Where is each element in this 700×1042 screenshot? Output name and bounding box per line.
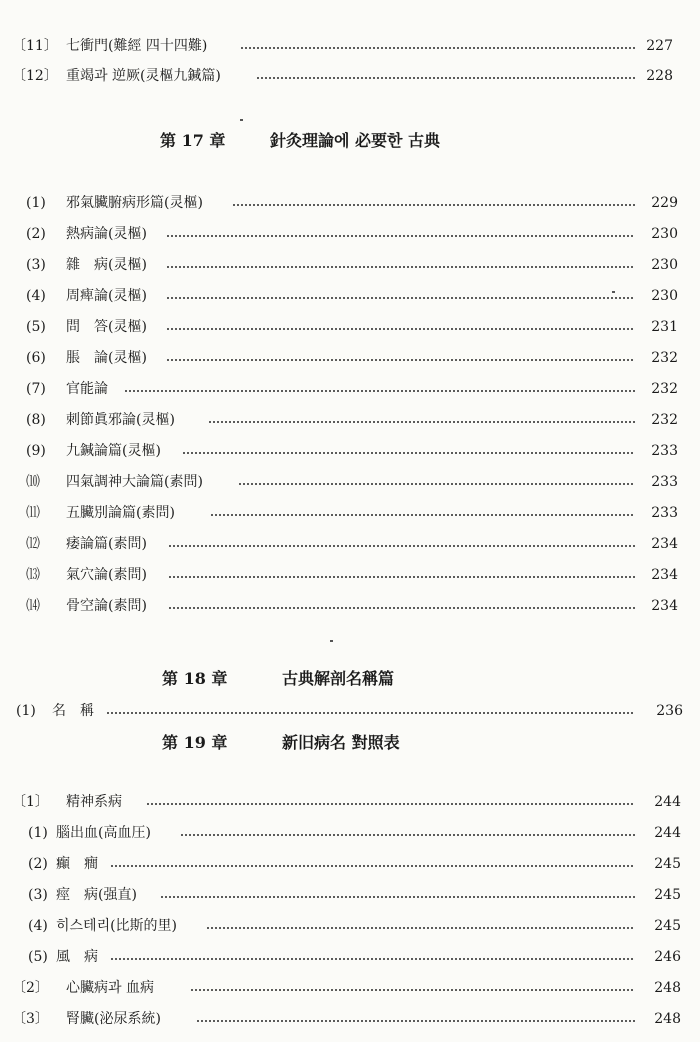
entry-title: 히스테리(比斯的里) bbox=[56, 918, 178, 934]
chapter-heading bbox=[0, 126, 700, 156]
entry-page: 232 bbox=[651, 350, 678, 366]
entry-page: 245 bbox=[654, 856, 681, 872]
entry-title: 名 稱 bbox=[52, 703, 94, 719]
entry-page: 245 bbox=[654, 918, 681, 934]
entry-number: (8) bbox=[26, 412, 46, 428]
toc-entry bbox=[0, 819, 700, 847]
toc-entry bbox=[0, 974, 700, 1002]
chapter-heading bbox=[0, 728, 700, 758]
dot-leader bbox=[180, 834, 635, 836]
entry-title: 周痺論(灵樞) bbox=[66, 288, 147, 304]
entry-title: 重竭과 逆厥(灵樞九鍼篇) bbox=[66, 68, 221, 84]
entry-title: 刺節眞邪論(灵樞) bbox=[66, 412, 175, 428]
entry-page: 236 bbox=[656, 703, 683, 719]
toc-entry bbox=[0, 943, 700, 971]
toc-entry bbox=[0, 62, 700, 90]
toc-entry bbox=[0, 251, 700, 279]
entry-number: 〔12〕 bbox=[12, 68, 58, 84]
entry-page: 248 bbox=[654, 1011, 681, 1027]
entry-page: 248 bbox=[654, 980, 681, 996]
dot-leader bbox=[166, 359, 635, 361]
dot-leader bbox=[208, 421, 635, 423]
entry-title: 五臟別論篇(素問) bbox=[66, 505, 175, 521]
entry-page: 246 bbox=[654, 949, 681, 965]
entry-title: 風 病 bbox=[56, 949, 98, 965]
entry-number: ⑿ bbox=[26, 536, 40, 552]
dot-leader bbox=[206, 927, 635, 929]
entry-title: 熱病論(灵樞) bbox=[66, 226, 147, 242]
dot-leader bbox=[210, 514, 635, 516]
entry-page: 231 bbox=[651, 319, 678, 335]
entry-number: (6) bbox=[26, 350, 46, 366]
dot-leader bbox=[110, 865, 635, 867]
entry-title: 腦出血(高血圧) bbox=[56, 825, 151, 841]
print-speck bbox=[240, 119, 243, 121]
toc-entry bbox=[0, 1005, 700, 1033]
chapter-number: 第 17 章 bbox=[160, 131, 226, 150]
entry-number: ⒁ bbox=[26, 598, 40, 614]
dot-leader bbox=[166, 328, 635, 330]
dot-leader bbox=[106, 712, 635, 714]
toc-entry bbox=[0, 220, 700, 248]
dot-leader bbox=[124, 390, 635, 392]
dot-leader bbox=[168, 545, 635, 547]
entry-page: 232 bbox=[651, 412, 678, 428]
entry-number: (5) bbox=[28, 949, 48, 965]
entry-title: 痿論篇(素問) bbox=[66, 536, 147, 552]
toc-entry bbox=[0, 912, 700, 940]
dot-leader bbox=[146, 803, 635, 805]
dot-leader bbox=[240, 47, 635, 49]
entry-title: 邪氣臟腑病形篇(灵樞) bbox=[66, 195, 203, 211]
entry-number: (3) bbox=[26, 257, 46, 273]
entry-title: 四氣調神大論篇(素問) bbox=[66, 474, 203, 490]
print-speck bbox=[612, 291, 615, 293]
toc-entry bbox=[0, 881, 700, 909]
entry-title: 雜 病(灵樞) bbox=[66, 257, 147, 273]
chapter-number: 第 18 章 bbox=[162, 669, 228, 688]
entry-page: 229 bbox=[651, 195, 678, 211]
toc-entry bbox=[0, 468, 700, 496]
dot-leader bbox=[166, 266, 635, 268]
entry-number: (1) bbox=[26, 195, 46, 211]
toc-entry bbox=[0, 850, 700, 878]
entry-title: 心臟病과 血病 bbox=[66, 980, 154, 996]
entry-number: (4) bbox=[26, 288, 46, 304]
dot-leader bbox=[110, 958, 635, 960]
print-speck bbox=[330, 640, 333, 642]
dot-leader bbox=[160, 896, 635, 898]
entry-page: 233 bbox=[651, 505, 678, 521]
entry-page: 234 bbox=[651, 536, 678, 552]
dot-leader bbox=[196, 1020, 635, 1022]
toc-entry bbox=[0, 406, 700, 434]
toc-entry bbox=[0, 375, 700, 403]
entry-title: 氣穴論(素問) bbox=[66, 567, 147, 583]
entry-number: ⑾ bbox=[26, 505, 40, 521]
dot-leader bbox=[168, 576, 635, 578]
entry-title: 脹 論(灵樞) bbox=[66, 350, 147, 366]
entry-page: 234 bbox=[651, 598, 678, 614]
entry-page: 228 bbox=[646, 68, 673, 84]
entry-title: 精神系病 bbox=[66, 794, 122, 810]
toc-entry bbox=[0, 697, 700, 725]
toc-entry bbox=[0, 499, 700, 527]
entry-title: 骨空論(素問) bbox=[66, 598, 147, 614]
entry-title: 問 答(灵樞) bbox=[66, 319, 147, 335]
entry-page: 230 bbox=[651, 288, 678, 304]
dot-leader bbox=[182, 452, 635, 454]
entry-page: 244 bbox=[654, 794, 681, 810]
dot-leader bbox=[166, 235, 635, 237]
entry-page: 230 bbox=[651, 257, 678, 273]
entry-number: (7) bbox=[26, 381, 46, 397]
entry-number: 〔3〕 bbox=[12, 1011, 49, 1027]
chapter-number: 第 19 章 bbox=[162, 733, 228, 752]
entry-page: 244 bbox=[654, 825, 681, 841]
entry-page: 233 bbox=[651, 474, 678, 490]
entry-page: 233 bbox=[651, 443, 678, 459]
dot-leader bbox=[232, 204, 635, 206]
entry-number: 〔1〕 bbox=[12, 794, 49, 810]
entry-page: 230 bbox=[651, 226, 678, 242]
entry-title: 腎臟(泌尿系統) bbox=[66, 1011, 161, 1027]
entry-number: (4) bbox=[28, 918, 48, 934]
chapter-title: 古典解剖名稱篇 bbox=[282, 669, 395, 688]
entry-page: 234 bbox=[651, 567, 678, 583]
dot-leader bbox=[168, 607, 635, 609]
entry-title: 九鍼論篇(灵樞) bbox=[66, 443, 161, 459]
entry-title: 官能論 bbox=[66, 381, 108, 397]
dot-leader bbox=[166, 297, 635, 299]
entry-page: 227 bbox=[646, 38, 673, 54]
entry-number: (9) bbox=[26, 443, 46, 459]
chapter-title: 新旧病名 對照表 bbox=[282, 733, 400, 752]
entry-number: 〔2〕 bbox=[12, 980, 49, 996]
toc-entry bbox=[0, 788, 700, 816]
toc-entry bbox=[0, 530, 700, 558]
toc-entry bbox=[0, 189, 700, 217]
entry-title: 癲 癎 bbox=[56, 856, 98, 872]
dot-leader bbox=[238, 483, 635, 485]
toc-entry bbox=[0, 344, 700, 372]
entry-title: 七衝門(難經 四十四難) bbox=[66, 38, 208, 54]
entry-number: (2) bbox=[28, 856, 48, 872]
toc-entry bbox=[0, 437, 700, 465]
entry-number: (3) bbox=[28, 887, 48, 903]
entry-page: 245 bbox=[654, 887, 681, 903]
dot-leader bbox=[190, 989, 635, 991]
entry-number: 〔11〕 bbox=[12, 38, 58, 54]
chapter-title: 針灸理論에 必要한 古典 bbox=[270, 131, 441, 150]
chapter-heading bbox=[0, 664, 700, 694]
entry-number: (5) bbox=[26, 319, 46, 335]
toc-entry bbox=[0, 592, 700, 620]
dot-leader bbox=[256, 77, 636, 79]
entry-page: 232 bbox=[651, 381, 678, 397]
toc-entry bbox=[0, 282, 700, 310]
toc-entry bbox=[0, 313, 700, 341]
entry-number: (1) bbox=[28, 825, 48, 841]
entry-number: ⒀ bbox=[26, 567, 40, 583]
entry-number: (1) bbox=[16, 703, 36, 719]
entry-number: (2) bbox=[26, 226, 46, 242]
toc-entry bbox=[0, 561, 700, 589]
toc-entry bbox=[0, 32, 700, 60]
entry-number: ⑽ bbox=[26, 474, 40, 490]
entry-title: 痙 病(强直) bbox=[56, 887, 137, 903]
